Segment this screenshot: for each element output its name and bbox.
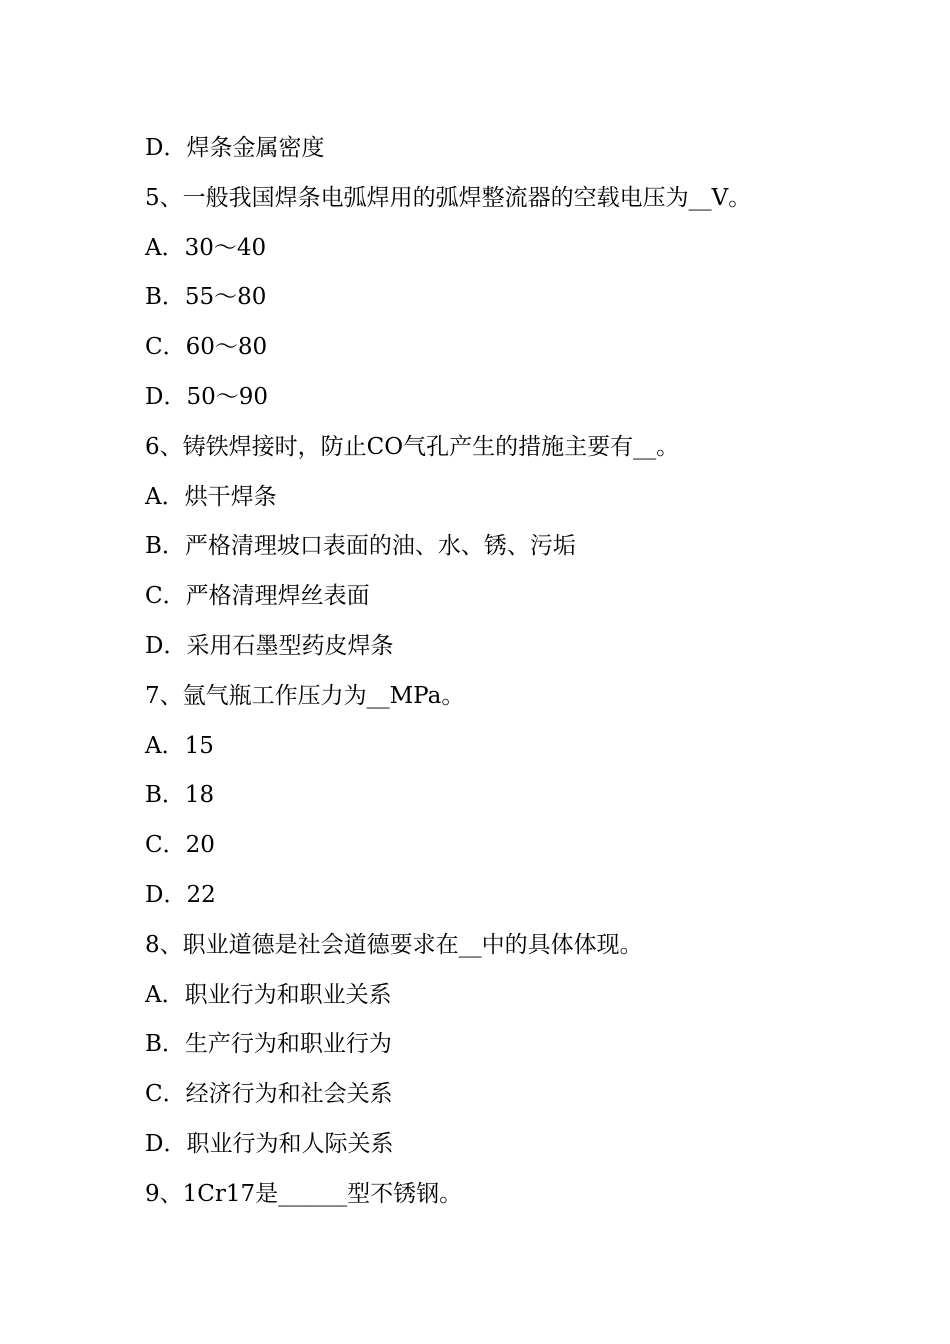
- question-9: 9、1Cr17是______型不锈钢。: [145, 1180, 463, 1207]
- option-d-q4: D．焊条金属密度: [145, 135, 325, 161]
- option-c-q6: C．严格清理焊丝表面: [145, 583, 370, 610]
- option-a-q8: A．职业行为和职业关系: [145, 981, 392, 1008]
- option-c-q8: C．经济行为和社会关系: [145, 1081, 393, 1108]
- question-6: 6、铸铁焊接时，防止CO气孔产生的措施主要有__。: [145, 433, 680, 460]
- option-b-q8: B．生产行为和职业行为: [145, 1031, 392, 1058]
- option-b-q5: B．55～80: [145, 284, 267, 311]
- option-d-q8: D．职业行为和人际关系: [145, 1130, 394, 1157]
- option-c-q5: C．60～80: [145, 334, 268, 361]
- option-d-q6: D．采用石墨型药皮焊条: [145, 632, 394, 659]
- question-7: 7、氩气瓶工作压力为__MPa。: [145, 682, 465, 709]
- question-8: 8、职业道德是社会道德要求在__中的具体体现。: [145, 931, 643, 958]
- option-b-q6: B．严格清理坡口表面的油、水、锈、污垢: [145, 533, 576, 560]
- option-d-q7: D．22: [145, 881, 216, 908]
- option-a-q7: A．15: [145, 732, 214, 759]
- question-5: 5、一般我国焊条电弧焊用的弧焊整流器的空载电压为__V。: [145, 184, 752, 211]
- option-d-q5: D．50～90: [145, 383, 268, 410]
- option-c-q7: C．20: [145, 832, 215, 859]
- option-b-q7: B．18: [145, 782, 215, 809]
- option-a-q6: A．烘干焊条: [145, 483, 277, 510]
- option-a-q5: A．30～40: [145, 234, 267, 261]
- question-list: [145, 128, 845, 1224]
